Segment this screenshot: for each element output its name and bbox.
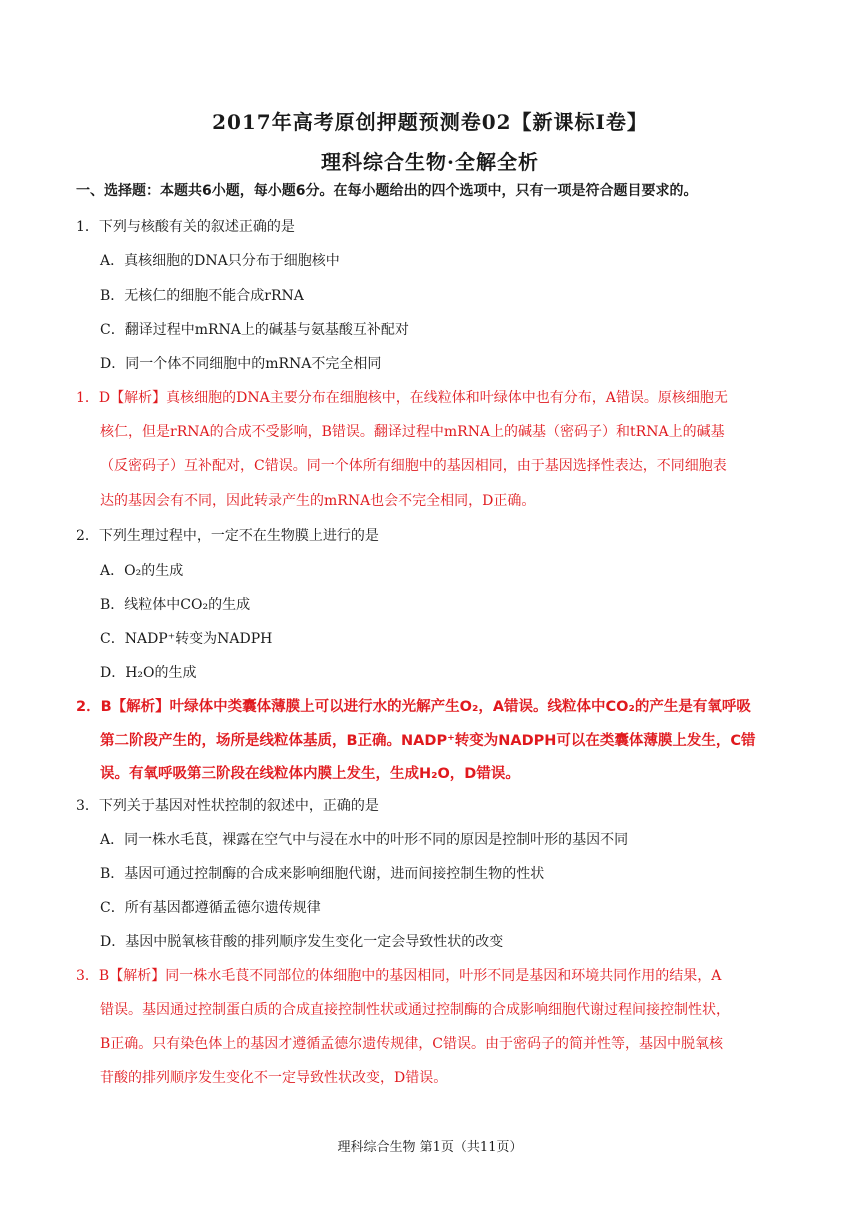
answer-1-line: 达的基因会有不同，因此转录产生的mRNA也会不完全相同，D正确。	[100, 493, 536, 509]
question-2-option-d: D．H₂O的生成	[100, 665, 197, 681]
answer-3-line: B正确。只有染色体上的基因才遵循孟德尔遗传规律，C错误。由于密码子的简并性等，基因中脱氧核	[100, 1036, 723, 1052]
answer-3-line: 3．B【解析】同一株水毛茛不同部位的体细胞中的基因相同，叶形不同是基因和环境共同作用的结果，A	[76, 968, 722, 984]
question-2-option-b: B．线粒体中CO₂的生成	[100, 597, 251, 613]
question-1-option-b: B．无核仁的细胞不能合成rRNA	[100, 288, 304, 304]
question-1-option-a: A．真核细胞的DNA只分布于细胞核中	[100, 253, 340, 269]
question-2-stem: 2．下列生理过程中，一定不在生物膜上进行的是	[76, 528, 379, 544]
answer-1-line: 1．D【解析】真核细胞的DNA主要分布在细胞核中，在线粒体和叶绿体中也有分布，A错误。原核细胞无	[76, 390, 728, 406]
question-2-option-c: C．NADP⁺转变为NADPH	[100, 631, 273, 647]
answer-1-line: 核仁，但是rRNA的合成不受影响，B错误。翻译过程中mRNA上的碱基（密码子）和tRNA上的碱基	[100, 424, 725, 440]
answer-2-line: 2．B【解析】叶绿体中类囊体薄膜上可以进行水的光解产生O₂，A错误。线粒体中CO₂的产生是有氧呼吸	[76, 699, 751, 715]
question-2-option-a: A．O₂的生成	[100, 563, 184, 579]
question-3-option-b: B．基因可通过控制酶的合成来影响细胞代谢，进而间接控制生物的性状	[100, 866, 545, 882]
question-1-stem: 1．下列与核酸有关的叙述正确的是	[76, 219, 295, 235]
answer-3-line: 苷酸的排列顺序发生变化不一定导致性状改变，D错误。	[100, 1070, 448, 1086]
exam-subtitle: 理科综合生物·全解全析	[321, 150, 539, 174]
section-heading: 一、选择题：本题共6小题，每小题6分。在每小题给出的四个选项中，只有一项是符合题目要求的。	[76, 183, 698, 199]
question-3-option-a: A．同一株水毛茛，裸露在空气中与浸在水中的叶形不同的原因是控制叶形的基因不同	[100, 832, 629, 848]
question-1-option-c: C．翻译过程中mRNA上的碱基与氨基酸互补配对	[100, 322, 409, 338]
page-footer: 理科综合生物 第1页（共11页）	[337, 1140, 523, 1155]
answer-2-line: 第二阶段产生的，场所是线粒体基质，B正确。NADP⁺转变为NADPH可以在类囊体薄膜上发生，C错	[100, 733, 756, 749]
exam-title: 2017年高考原创押题预测卷02【新课标Ⅰ卷】	[212, 110, 648, 134]
question-3-stem: 3．下列关于基因对性状控制的叙述中，正确的是	[76, 798, 379, 814]
question-3-option-d: D．基因中脱氧核苷酸的排列顺序发生变化一定会导致性状的改变	[100, 934, 504, 950]
answer-3-line: 错误。基因通过控制蛋白质的合成直接控制性状或通过控制酶的合成影响细胞代谢过程间接控制性状，	[100, 1002, 730, 1018]
answer-1-line: （反密码子）互补配对，C错误。同一个体所有细胞中的基因相同，由于基因选择性表达，不同细胞表	[100, 458, 727, 474]
answer-2-line: 误。有氧呼吸第三阶段在线粒体内膜上发生，生成H₂O，D错误。	[100, 766, 520, 782]
question-3-option-c: C．所有基因都遵循孟德尔遗传规律	[100, 900, 321, 916]
question-1-option-d: D．同一个体不同细胞中的mRNA不完全相同	[100, 356, 382, 372]
